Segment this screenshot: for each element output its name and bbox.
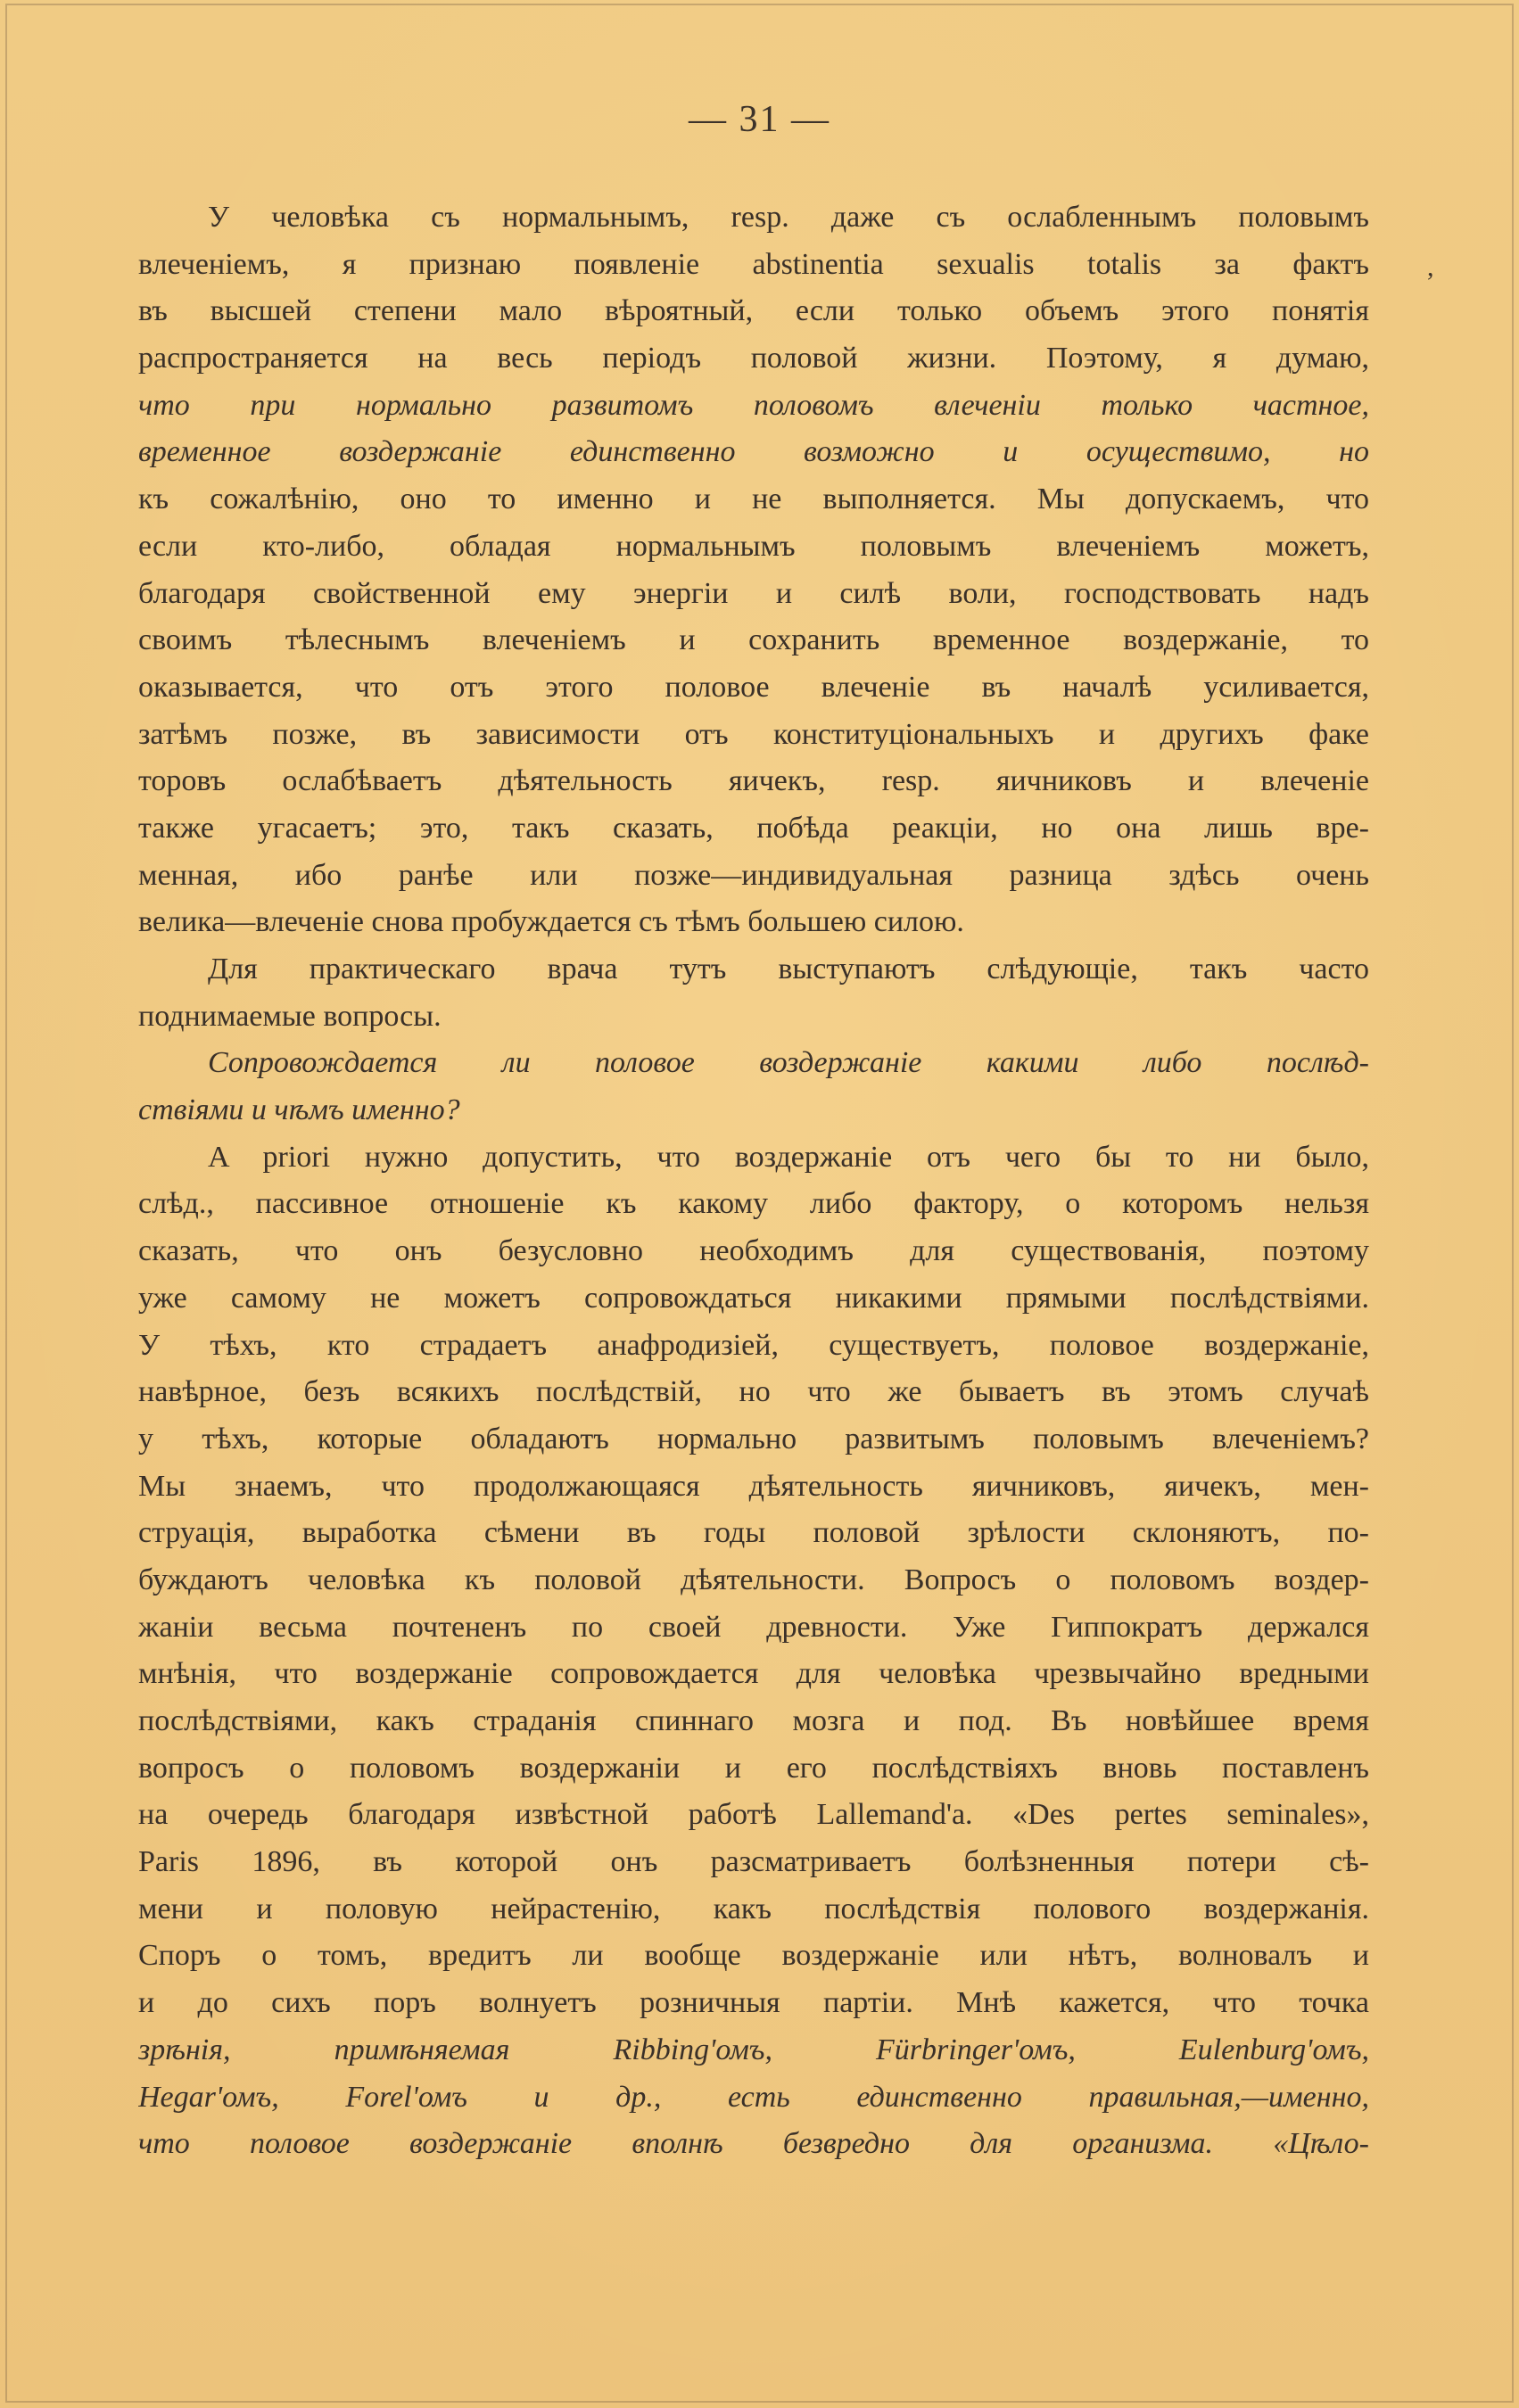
text-line: если кто-либо, обладая нормальнымъ половымъ влеченіемъ можетъ, (138, 529, 1369, 563)
text-line: распространяется на весь періодъ половой жизни. Поэтому, я думаю, (138, 342, 1369, 375)
text-line: временное воздержаніе единственно возможно и осуществимо, но (138, 435, 1369, 469)
text-line: Сопровождается ли половое воздержаніе какими либо послѣд- (208, 1046, 1369, 1080)
text-line: торовъ ослабѣваетъ дѣятельность яичекъ, resp. яичниковъ и влеченіе (138, 764, 1369, 798)
text-line: У человѣка съ нормальнымъ, resp. даже съ ослабленнымъ половымъ (208, 201, 1369, 234)
text-line: Споръ о томъ, вредитъ ли вообще воздержаніе или нѣтъ, волновалъ и (138, 1939, 1369, 1973)
text-line: велика—влеченіе снова пробуждается съ тѣмъ большею силою. (138, 905, 964, 939)
page-number: — 31 — (689, 99, 830, 140)
text-line: менная, ибо ранѣе или позже—индивидуальная разница здѣсь очень (138, 858, 1369, 892)
text-line: слѣд., пассивное отношеніе къ какому либо фактору, о которомъ нельзя (138, 1187, 1369, 1221)
text-line: сказать, что онъ безусловно необходимъ для существованія, поэтому (138, 1234, 1369, 1268)
text-line: Мы знаемъ, что продолжающаяся дѣятельность яичниковъ, яичекъ, мен- (138, 1469, 1369, 1503)
text-line: поднимаемые вопросы. (138, 999, 442, 1033)
text-line: Для практическаго врача тутъ выступаютъ слѣдующіе, такъ часто (208, 952, 1369, 985)
text-line: затѣмъ позже, въ зависимости отъ конституціональныхъ и другихъ факе (138, 717, 1369, 751)
text-line: послѣдствіями, какъ страданія спиннаго мозга и под. Въ новѣйшее время (138, 1704, 1369, 1737)
margin-dot: , (1427, 252, 1434, 282)
text-line: въ высшей степени мало вѣроятный, если только объемъ этого понятія (138, 294, 1369, 328)
text-line: влеченіемъ, я признаю появленіе abstinentia sexualis totalis за фактъ (138, 247, 1369, 281)
text-line: у тѣхъ, которые обладаютъ нормально развитымъ половымъ влеченіемъ? (138, 1422, 1369, 1456)
text-line: мнѣнія, что воздержаніе сопровождается для человѣка чрезвычайно вредными (138, 1657, 1369, 1691)
text-line: навѣрное, безъ всякихъ послѣдствій, но что же бываетъ въ этомъ случаѣ (138, 1375, 1369, 1409)
text-line: что половое воздержаніе вполнѣ безвредно для организма. «Цѣло- (138, 2127, 1369, 2161)
text-line: зрѣнія, примѣняемая Ribbing'омъ, Fürbringer'омъ, Eulenburg'омъ, (138, 2033, 1369, 2066)
text-line: струація, выработка сѣмени въ годы половой зрѣлости склоняютъ, по- (138, 1516, 1369, 1550)
text-line: Hegar'омъ, Forel'омъ и др., есть единственно правильная,—именно, (138, 2080, 1369, 2114)
text-line: своимъ тѣлеснымъ влеченіемъ и сохранить временное воздержаніе, то (138, 623, 1369, 657)
text-line: A priori нужно допустить, что воздержаніе отъ чего бы то ни было, (208, 1140, 1369, 1174)
text-line: Paris 1896, въ которой онъ разсматриваетъ болѣзненныя потери сѣ- (138, 1845, 1369, 1879)
body-text (138, 194, 1369, 2168)
text-line: вопросъ о половомъ воздержаніи и его послѣдствіяхъ вновь поставленъ (138, 1751, 1369, 1785)
text-line: что при нормально развитомъ половомъ влеченіи только частное, (138, 388, 1369, 422)
text-line: и до сихъ поръ волнуетъ розничныя партіи. Мнѣ кажется, что точка (138, 1986, 1369, 2020)
text-line: мени и половую нейрастенію, какъ послѣдствія полового воздержанія. (138, 1892, 1369, 1926)
text-line: оказывается, что отъ этого половое влеченіе въ началѣ усиливается, (138, 670, 1369, 704)
text-line: У тѣхъ, кто страдаетъ анафродизіей, существуетъ, половое воздержаніе, (138, 1328, 1369, 1362)
text-line: жаніи весьма почтененъ по своей древности. Уже Гиппократъ держался (138, 1610, 1369, 1644)
text-line: къ сожалѣнію, оно то именно и не выполняется. Мы допускаемъ, что (138, 482, 1369, 516)
text-line: благодаря свойственной ему энергіи и силѣ воли, господствовать надъ (138, 576, 1369, 610)
text-line: буждаютъ человѣка къ половой дѣятельности. Вопросъ о половомъ воздер- (138, 1563, 1369, 1596)
text-line: ствіями и чѣмъ именно? (138, 1093, 460, 1127)
text-line: уже самому не можетъ сопровождаться никакими прямыми послѣдствіями. (138, 1281, 1369, 1315)
text-line: на очередь благодаря извѣстной работѣ Lallemand'а. «Des pertes seminales», (138, 1798, 1369, 1832)
text-line: также угасаетъ; это, такъ сказать, побѣда реакціи, но она лишь вре- (138, 811, 1369, 845)
